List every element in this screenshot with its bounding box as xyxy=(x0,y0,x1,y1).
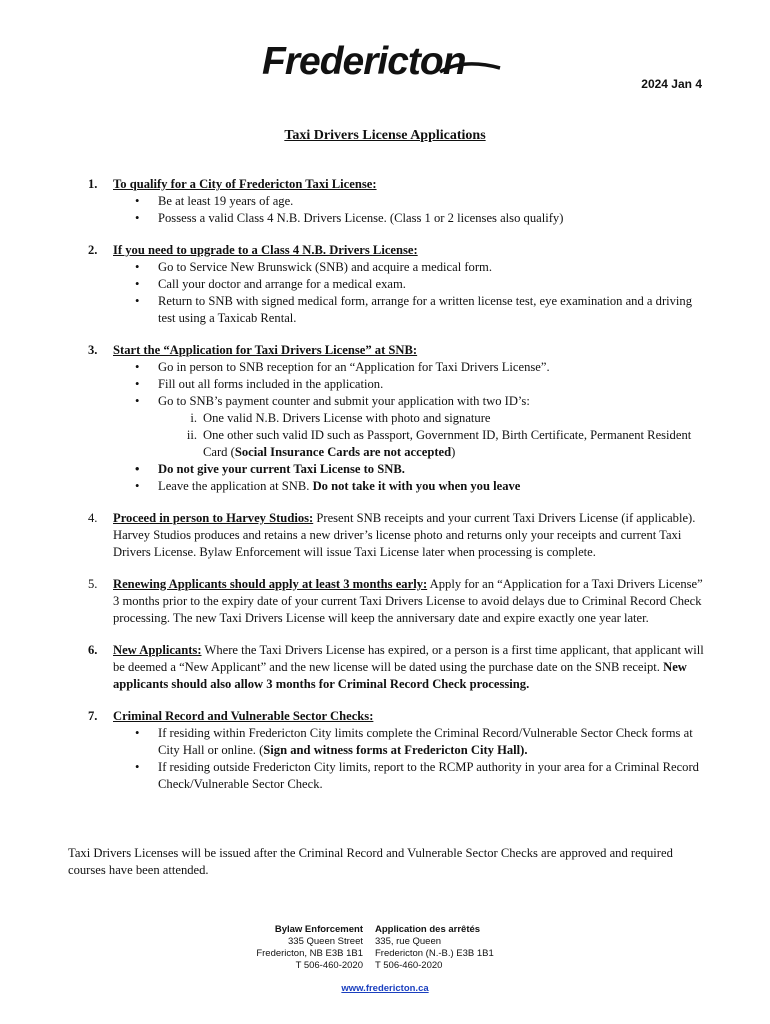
list-item: • Go in person to SNB reception for an “Application for Taxi Drivers License”. xyxy=(113,359,708,376)
bullet-list xyxy=(113,725,708,793)
logo-swoosh-icon xyxy=(438,58,502,80)
list-item xyxy=(113,410,708,427)
list-item-text: One other such valid ID such as Passport, Government ID, Birth Certificate, Permanent Resident Card ( xyxy=(203,428,692,459)
section-paragraph xyxy=(113,576,708,627)
roman-numeral: i. xyxy=(190,411,197,425)
section-heading: New Applicants: xyxy=(113,643,202,657)
list-item: • Be at least 19 years of age. xyxy=(113,193,708,210)
list-item: • Fill out all forms included in the application. xyxy=(113,376,708,393)
list-item-bold-text: Sign and witness forms at Fredericton City Hall). xyxy=(263,743,528,757)
list-item: • Possess a valid Class 4 N.B. Drivers License. (Class 1 or 2 licenses also qualify) xyxy=(113,210,708,227)
section-heading: If you need to upgrade to a Class 4 N.B. Drivers License: xyxy=(113,243,418,257)
section-heading: Criminal Record and Vulnerable Sector Checks: xyxy=(113,709,374,723)
section-3 xyxy=(68,342,708,495)
bullet-list xyxy=(113,359,708,410)
footer-phone: T 506-460-2020 xyxy=(375,960,443,971)
website-link[interactable]: www.fredericton.ca xyxy=(341,983,429,994)
bullet-list xyxy=(113,193,708,227)
list-item: • Return to SNB with signed medical form, arrange for a written license test, eye examination and a driving test using a Taxicab Rental. xyxy=(113,293,708,327)
list-item-text: ) xyxy=(451,445,456,459)
page-title: Taxi Drivers License Applications xyxy=(284,128,486,143)
section-number: 7. xyxy=(88,709,98,723)
list-item xyxy=(113,427,708,461)
fredericton-logo xyxy=(262,38,502,86)
section-7 xyxy=(68,708,708,793)
section-number: 1. xyxy=(88,177,98,191)
list-item: • Go to SNB’s payment counter and submit your application with two ID’s: xyxy=(113,393,708,410)
bullet-list xyxy=(113,259,708,327)
section-heading: To qualify for a City of Fredericton Taxi License: xyxy=(113,177,377,191)
section-paragraph xyxy=(113,510,708,561)
section-4 xyxy=(68,510,708,561)
section-text: Present SNB receipts and your current Taxi Drivers License (if applicable). Harvey Studios produces and retains a new driver’s license photo and returns only your receipts and current Taxi Drivers License. Bylaw Enforcement will issue Taxi License later when processing is complete. xyxy=(113,511,696,559)
section-number: 6. xyxy=(88,643,98,657)
section-bold-text: New applicants should also allow 3 months for Criminal Record Check processing. xyxy=(113,660,687,691)
section-number: 2. xyxy=(88,243,98,257)
document-date: 2024 Jan 4 xyxy=(641,77,702,91)
section-number: 3. xyxy=(88,343,98,357)
list-item-bold-text: Social Insurance Cards are not accepted xyxy=(234,445,452,459)
list-item: • Do not give your current Taxi License to SNB. xyxy=(113,461,708,478)
list-item: • Call your doctor and arrange for a medical exam. xyxy=(113,276,708,293)
bullet-list xyxy=(113,461,708,495)
list-item xyxy=(113,478,708,495)
footer-heading: Application des arrêtés xyxy=(375,924,481,935)
section-number: 5. xyxy=(88,577,98,591)
section-number: 4. xyxy=(88,511,98,525)
footer-address-line: 335 Queen Street xyxy=(288,936,363,947)
footer-phone: T 506-460-2020 xyxy=(295,960,363,971)
section-2 xyxy=(68,242,708,327)
section-text: Apply for an “Application for a Taxi Drivers License” 3 months prior to the expiry date of your current Taxi Drivers License to avoid delays due to Criminal Record Check processing. The new Taxi Drivers License will keep the anniversary date and expire exactly one year later. xyxy=(113,577,703,625)
footer-heading: Bylaw Enforcement xyxy=(274,924,363,935)
section-heading: Renewing Applicants should apply at least 3 months early: xyxy=(113,577,428,591)
footer-english-block xyxy=(256,924,363,972)
section-text: Where the Taxi Drivers License has expired, or a person is a first time applicant, that applicant will be deemed a “New Applicant” and the new license will be dated using the purchase date on the SNB receipt. xyxy=(113,643,704,674)
id-requirements-list xyxy=(113,410,708,461)
list-item: • If residing outside Fredericton City limits, report to the RCMP authority in your area for a Criminal Record Check/Vulnerable Sector Check. xyxy=(113,759,708,793)
document-body xyxy=(68,176,708,808)
list-item-bold-text: Do not take it with you when you leave xyxy=(312,479,521,493)
list-item-text: If residing within Fredericton City limits complete the Criminal Record/Vulnerable Sector Check forms at City Hall or online. ( xyxy=(158,726,693,757)
footer-address-line: Fredericton, NB E3B 1B1 xyxy=(256,948,363,959)
closing-paragraph: Taxi Drivers Licenses will be issued after the Criminal Record and Vulnerable Sector Checks are approved and required courses have been attended. xyxy=(68,846,673,877)
list-item-text: Leave the application at SNB. xyxy=(158,479,313,493)
section-paragraph xyxy=(113,642,708,693)
list-item-text: One valid N.B. Drivers License with photo and signature xyxy=(203,411,491,425)
footer-address-line: Fredericton (N.-B.) E3B 1B1 xyxy=(375,948,494,959)
section-1 xyxy=(68,176,708,227)
section-6 xyxy=(68,642,708,693)
footer-french-block xyxy=(375,924,494,972)
section-heading: Start the “Application for Taxi Drivers License” at SNB: xyxy=(113,343,418,357)
footer-address-line: 335, rue Queen xyxy=(375,936,442,947)
section-5 xyxy=(68,576,708,627)
list-item: • Go to Service New Brunswick (SNB) and acquire a medical form. xyxy=(113,259,708,276)
section-heading: Proceed in person to Harvey Studios: xyxy=(113,511,314,525)
roman-numeral: ii. xyxy=(186,428,197,442)
logo-wordmark: Fredericton xyxy=(262,40,466,83)
list-item xyxy=(113,725,708,759)
